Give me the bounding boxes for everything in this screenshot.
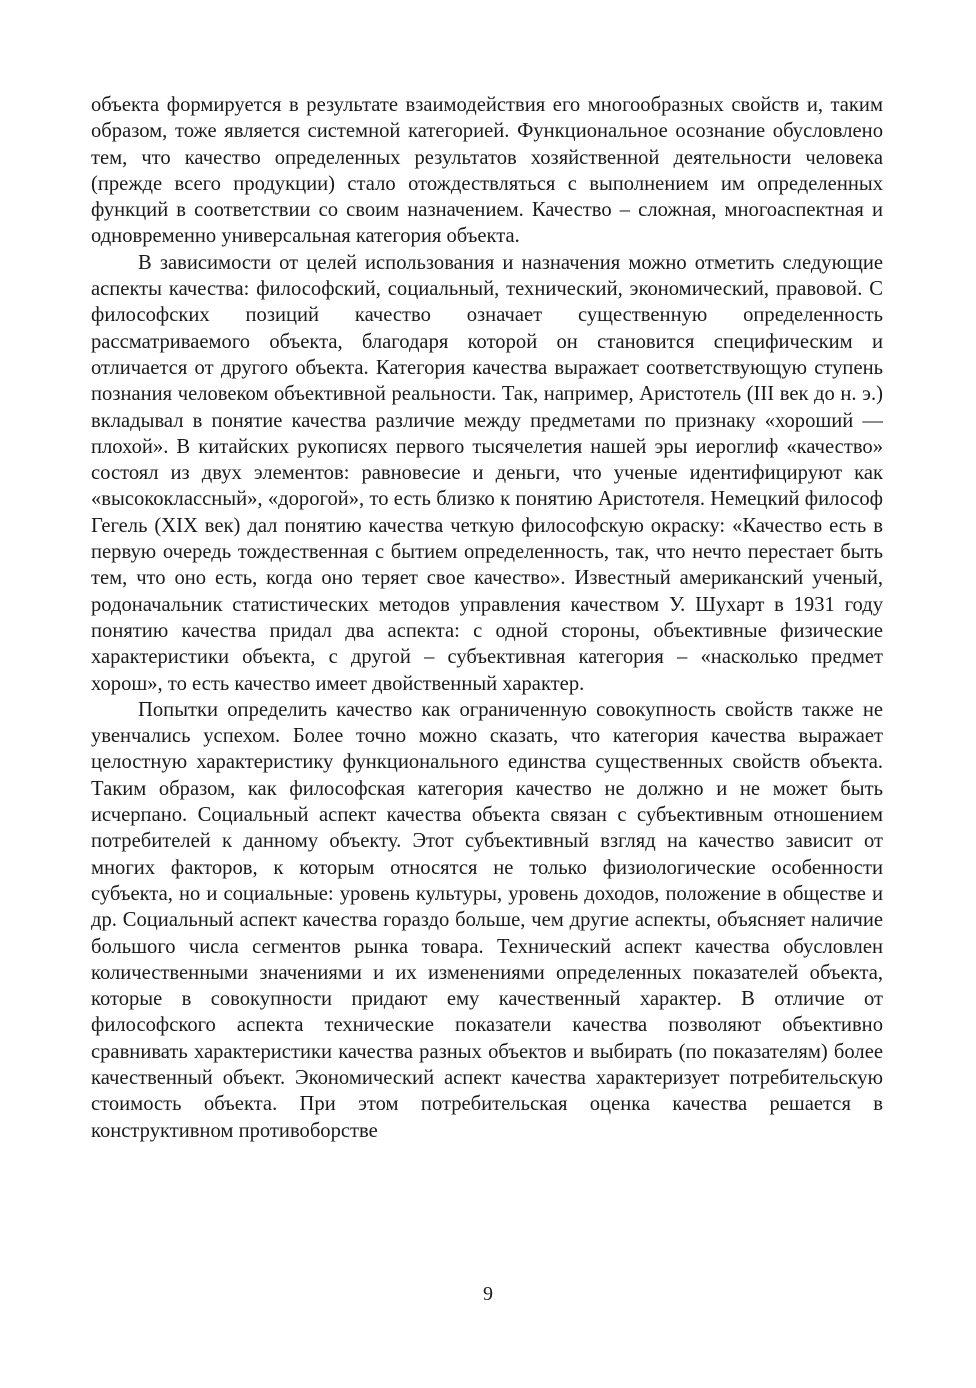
document-page <box>91 92 883 1144</box>
paragraph-1: объекта формируется в результате взаимодействия его многообразных свойств и, таким образом, тоже является системной категорией. Функциональное осознание обусловлено тем, что качество определенных результатов хозяйственной деятельности человека (прежде всего продукции) стало отождествляться с выполнением им определенных функций в соответствии со своим назначением. Качество – сложная, многоаспектная и одновременно универсальная категория объекта. <box>91 94 883 248</box>
paragraph-2: В зависимости от целей использования и назначения можно отметить следующие аспекты качества: философский, социальный, технический, экономический, правовой. С философских позиций качество означает существенную определенность рассматриваемого объекта, благодаря которой он становится специфическим и отличается от другого объекта. Категория качества выражает соответствующую ступень познания человеком объективной реальности. Так, например, Аристотель (III век до н. э.) вкладывал в понятие качества различие между предметами по признаку «хороший — плохой». В китайских рукописях первого тысячелетия нашей эры иероглиф «качество» состоял из двух элементов: равновесие и деньги, что ученые идентифицируют как «высококлассный», «дорогой», то есть близко к понятию Аристотеля. Немецкий философ Гегель (XIX век) дал понятию качества четкую философскую окраску: «Качество есть в первую очередь тождественная с бытием определенность, так, что нечто перестает быть тем, что оно есть, когда оно теряет свое качество». Известный американский ученый, родоначальник статистических методов управления качеством У. Шухарт в 1931 году понятию качества придал два аспекта: с одной стороны, объективные физические характеристики объекта, с другой – субъективная категория – «насколько предмет хорош», то есть качество имеет двойственный характер. <box>91 251 883 695</box>
page-number: 9 <box>483 1283 493 1305</box>
paragraph-3: Попытки определить качество как ограниченную совокупность свойств также не увенчались успехом. Более точно можно сказать, что категория качества выражает целостную характеристику функционального единства существенных свойств объекта. Таким образом, как философская категория качество не должно и не может быть исчерпано. Социальный аспект качества объекта связан с субъективным отношением потребителей к данному объекту. Этот субъективный взгляд на качество зависит от многих факторов, к которым относятся не только физиологические особенности субъекта, но и социальные: уровень культуры, уровень доходов, положение в обществе и др. Социальный аспект качества гораздо больше, чем другие аспекты, объясняет наличие большого числа сегментов рынка товара. Технический аспект качества обусловлен количественными значениями и их изменениями определенных показателей объекта, которые в совокупности придают ему качественный характер. В отличие от философского аспекта технические показатели качества позволяют объективно сравнивать характеристики качества разных объектов и выбирать (по показателям) более качественный объект. Экономический аспект качества характеризует потребительскую стоимость объекта. При этом потребительская оценка качества решается в конструктивном противоборстве <box>91 698 883 1142</box>
